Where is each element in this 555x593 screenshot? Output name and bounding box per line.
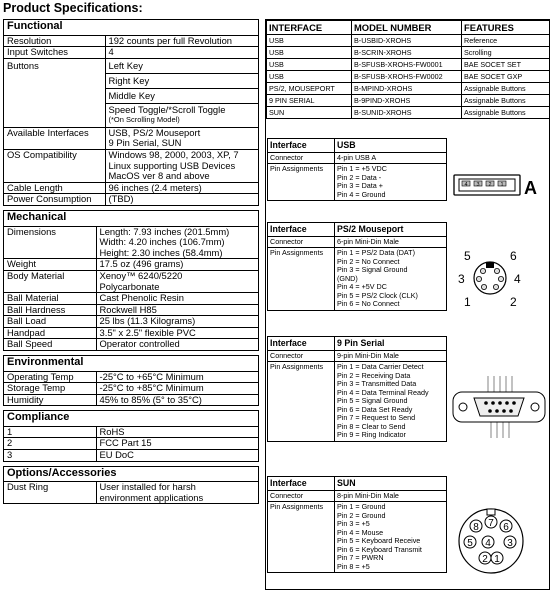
table-cell: USB	[267, 71, 352, 83]
spec-value-line: Speed Toggle/*Scroll Toggle	[108, 103, 226, 115]
pin-line: Pin 9 = Ring Indicator	[337, 430, 406, 439]
spec-value: Rockwell H85	[96, 304, 258, 316]
interface-name: SUN	[335, 477, 447, 491]
spec-column	[3, 19, 259, 508]
table-row	[267, 35, 550, 47]
pin-line: (GND)	[337, 273, 358, 283]
pin-list	[335, 502, 447, 573]
spec-label	[4, 103, 105, 127]
table-cell: B-USBID-XROHS	[352, 35, 462, 47]
table-cell: PS/2, MOUSEPORT	[267, 83, 352, 95]
spec-label: Input Switches	[4, 47, 105, 59]
table-cell: 9 PIN SERIAL	[267, 95, 352, 107]
pin-assign-label: Pin Assignments	[268, 502, 335, 573]
interface-panel	[265, 19, 550, 590]
spec-value-line: Windows 98, 2000, 2003, XP, 7	[108, 149, 239, 161]
serial-pinout-table	[267, 336, 447, 442]
sun-pin-number: 4	[485, 538, 491, 549]
spec-value: Right Key	[105, 73, 258, 88]
pin-line: Pin 7 = Request to Send	[337, 413, 416, 422]
pin-line: Pin 5 = Keyboard Receive	[337, 536, 421, 545]
table-cell: Assignable Buttons	[462, 107, 550, 119]
pin-line: Pin 2 = Data -	[337, 172, 382, 182]
table-cell: B-SFUSB-XROHS-FW0002	[352, 71, 462, 83]
pin-line: Pin 8 = +5	[337, 561, 370, 571]
spec-value: 96 inches (2.4 meters)	[105, 182, 258, 194]
connector-label: Connector	[268, 152, 335, 164]
spec-value	[96, 270, 258, 292]
spec-label	[4, 73, 105, 88]
spec-label: Ball Speed	[4, 339, 96, 350]
ps2-pin-number: 2	[510, 295, 517, 308]
pin-line: Pin 3 = +5	[337, 519, 370, 528]
spec-label: Resolution	[4, 35, 105, 47]
pin-line: Pin 1 = +5 VDC	[337, 164, 387, 173]
column-header: FEATURES	[462, 21, 550, 35]
connector-label: Connector	[268, 490, 335, 502]
spec-note: (*On Scrolling Model)	[108, 115, 180, 125]
environmental-table	[3, 355, 259, 406]
spec-value	[96, 226, 258, 259]
sun-pin-number: 2	[482, 554, 488, 565]
pin-list	[335, 248, 447, 311]
spec-value: 25 lbs (11.3 Kilograms)	[96, 316, 258, 328]
spec-label: Body Material	[4, 270, 96, 292]
spec-value: (TBD)	[105, 194, 258, 205]
interface-label: Interface	[268, 337, 335, 351]
pin-line: Pin 1 = Data Carrier Detect	[337, 362, 424, 371]
section-heading: Functional	[7, 20, 63, 32]
pin-assign-label: Pin Assignments	[268, 248, 335, 311]
spec-value: Cast Phenolic Resin	[96, 293, 258, 305]
spec-label: Available Interfaces	[4, 127, 105, 149]
pin-list	[335, 164, 447, 201]
spec-label: Weight	[4, 259, 96, 271]
usb-a-connector-icon	[452, 170, 546, 200]
table-row	[267, 107, 550, 119]
spec-label: 2	[4, 438, 96, 450]
pin-line: Pin 6 = No Connect	[337, 299, 400, 308]
spec-value-line: Height: 2.30 inches (58.4mm)	[99, 246, 223, 258]
interface-name: USB	[335, 139, 447, 153]
interface-label: Interface	[268, 223, 335, 237]
options-table	[3, 466, 259, 505]
spec-label: Buttons	[4, 58, 105, 73]
pin-line: Pin 4 = Mouse	[337, 527, 384, 537]
connector-value: 8-pin Mini-Din Male	[335, 490, 447, 502]
spec-label: Ball Hardness	[4, 304, 96, 316]
pin-line: Pin 4 = +5V DC	[337, 282, 387, 291]
usb-pin-number: 1	[500, 182, 504, 188]
ps2-pin-number: 1	[464, 295, 471, 308]
table-cell: B-SFUSB-XROHS-FW0001	[352, 59, 462, 71]
spec-value: EU DoC	[96, 450, 258, 461]
spec-label: Dust Ring	[4, 482, 96, 504]
spec-value-line: Length: 7.93 inches (201.5mm)	[99, 225, 230, 237]
mechanical-table	[3, 210, 259, 351]
table-row	[267, 71, 550, 83]
sun-pin-number: 3	[507, 538, 513, 549]
spec-value: 45% to 85% (5° to 35°C)	[96, 394, 258, 405]
spec-label: Operating Temp	[4, 371, 96, 383]
pin-line: Pin 5 = PS/2 Clock (CLK)	[337, 290, 418, 300]
spec-value-line: Xenoy™ 6240/5220	[99, 269, 183, 281]
table-cell: SUN	[267, 107, 352, 119]
table-cell: USB	[267, 35, 352, 47]
spec-value: -25°C to +65°C Minimum	[96, 371, 258, 383]
spec-value: 17.5 oz (496 grams)	[96, 259, 258, 271]
section-heading: Compliance	[7, 411, 70, 424]
pin-line: Pin 6 = Data Set Ready	[337, 404, 413, 414]
sun-pin-number: 1	[494, 554, 500, 565]
sun-pin-number: 5	[467, 538, 473, 549]
pin-assign-label: Pin Assignments	[268, 164, 335, 201]
spec-value: Operator controlled	[96, 339, 258, 350]
sun-8pin-connector-icon	[456, 506, 526, 576]
spec-value: 3.5" x 2.5" flexible PVC	[96, 327, 258, 339]
ps2-pin-number: 3	[458, 272, 465, 286]
interface-label: Interface	[268, 139, 335, 153]
interface-name: PS/2 Mouseport	[335, 223, 447, 237]
pin-list	[335, 362, 447, 442]
sun-pin-number: 8	[473, 522, 479, 533]
spec-value: -25°C to +85°C Minimum	[96, 383, 258, 395]
table-row	[267, 83, 550, 95]
pin-assign-label: Pin Assignments	[268, 362, 335, 442]
pin-line: Pin 5 = Signal Ground	[337, 396, 408, 405]
sun-pin-number: 6	[503, 522, 509, 533]
spec-label: Storage Temp	[4, 383, 96, 395]
sun-pin-number: 7	[488, 518, 494, 529]
table-cell: Assignable Buttons	[462, 83, 550, 95]
spec-label: Ball Load	[4, 316, 96, 328]
table-cell: Reference	[462, 35, 550, 47]
pin-line: Pin 1 = Ground	[337, 502, 386, 511]
table-row	[267, 95, 550, 107]
pin-line: Pin 6 = Keyboard Transmit	[337, 544, 422, 554]
connector-label: Connector	[268, 236, 335, 248]
ps2-pin-number: 4	[514, 272, 521, 286]
section-heading: Options/Accessories	[7, 466, 117, 479]
table-cell: USB	[267, 47, 352, 59]
pin-line: Pin 4 = Data Terminal Ready	[337, 387, 429, 397]
pin-line: Pin 3 = Data +	[337, 181, 383, 190]
spec-value: FCC Part 15	[96, 438, 258, 450]
ps2-pinout-table	[267, 222, 447, 311]
spec-label: 1	[4, 426, 96, 438]
pin-line: Pin 2 = Ground	[337, 510, 386, 520]
usb-pinout-table	[267, 138, 447, 201]
functional-table	[3, 19, 259, 206]
spec-label: Power Consumption	[4, 194, 105, 205]
spec-label: Ball Material	[4, 293, 96, 305]
spec-label: Handpad	[4, 327, 96, 339]
connector-value: 4-pin USB A	[335, 152, 447, 164]
interface-name: 9 Pin Serial	[335, 337, 447, 351]
table-cell: B-MPIND-XROHS	[352, 83, 462, 95]
spec-value	[105, 127, 258, 149]
connector-value: 6-pin Mini-Din Male	[335, 236, 447, 248]
pin-line: Pin 1 = PS/2 Data (DAT)	[337, 248, 415, 257]
spec-label: OS Compatibility	[4, 150, 105, 183]
table-cell: BAE SOCET SET	[462, 59, 550, 71]
usb-pin-number: 4	[464, 182, 468, 188]
usb-pin-number: 2	[488, 182, 492, 188]
spec-value	[96, 482, 258, 504]
table-cell: Scrolling	[462, 47, 550, 59]
ps2-6pin-connector-icon	[454, 246, 526, 308]
section-heading: Mechanical	[7, 211, 67, 224]
page-title: Product Specifications:	[3, 1, 143, 15]
spec-value: 192 counts per full Revolution	[105, 35, 258, 47]
table-cell: B-9PIND-XROHS	[352, 95, 462, 107]
connector-label: Connector	[268, 350, 335, 362]
pin-line: Pin 3 = Transmitted Data	[337, 379, 417, 388]
column-header: MODEL NUMBER	[352, 21, 462, 35]
table-cell: Assignable Buttons	[462, 95, 550, 107]
spec-value: Middle Key	[105, 88, 258, 103]
spec-value: 4	[105, 47, 258, 59]
pin-line: Pin 2 = Receiving Data	[337, 370, 411, 380]
spec-label: Humidity	[4, 394, 96, 405]
compliance-table	[3, 410, 259, 461]
usb-pin-number: 3	[476, 182, 480, 188]
interface-label: Interface	[268, 477, 335, 491]
spec-value: Left Key	[105, 58, 258, 73]
spec-value-line: environment applications	[99, 491, 204, 503]
spec-value	[105, 103, 258, 127]
spec-value-line: USB, PS/2 Mouseport	[108, 126, 201, 138]
table-row	[267, 47, 550, 59]
db9-connector-icon	[450, 372, 548, 442]
pin-line: Pin 4 = Ground	[337, 189, 386, 199]
spec-label: Dimensions	[4, 226, 96, 259]
spec-label: 3	[4, 450, 96, 461]
usb-type-letter: A	[524, 178, 537, 198]
spec-value-line: MacOS ver 8 and above	[108, 170, 210, 182]
table-row	[267, 59, 550, 71]
pin-line: Pin 3 = Signal Ground	[337, 265, 408, 274]
table-cell: B-SUNID-XROHS	[352, 107, 462, 119]
pin-line: Pin 7 = PWRN	[337, 553, 384, 562]
spec-label	[4, 88, 105, 103]
table-cell: USB	[267, 59, 352, 71]
ps2-pin-number: 5	[464, 249, 471, 263]
ps2-pin-number: 6	[510, 249, 517, 263]
section-heading: Environmental	[7, 356, 84, 369]
pin-line: Pin 8 = Clear to Send	[337, 421, 406, 431]
connector-value: 9-pin Mini-Din Male	[335, 350, 447, 362]
spec-value	[105, 150, 258, 183]
spec-value: RoHS	[96, 426, 258, 438]
spec-value-line: 9 Pin Serial, SUN	[108, 137, 182, 149]
table-cell: BAE SOCET GXP	[462, 71, 550, 83]
spec-value-line: Linux supporting USB Devices	[108, 159, 236, 171]
sun-pinout-table	[267, 476, 447, 573]
spec-value-line: Polycarbonate	[99, 280, 160, 292]
spec-value-line: Width: 4.20 inches (106.7mm)	[99, 236, 225, 248]
table-cell: B-SCRIN-XROHS	[352, 47, 462, 59]
spec-label: Cable Length	[4, 182, 105, 194]
interface-model-table	[266, 20, 550, 119]
pin-line: Pin 2 = No Connect	[337, 256, 400, 266]
column-header: INTERFACE	[267, 21, 352, 35]
spec-value-line: User installed for harsh	[99, 481, 196, 493]
